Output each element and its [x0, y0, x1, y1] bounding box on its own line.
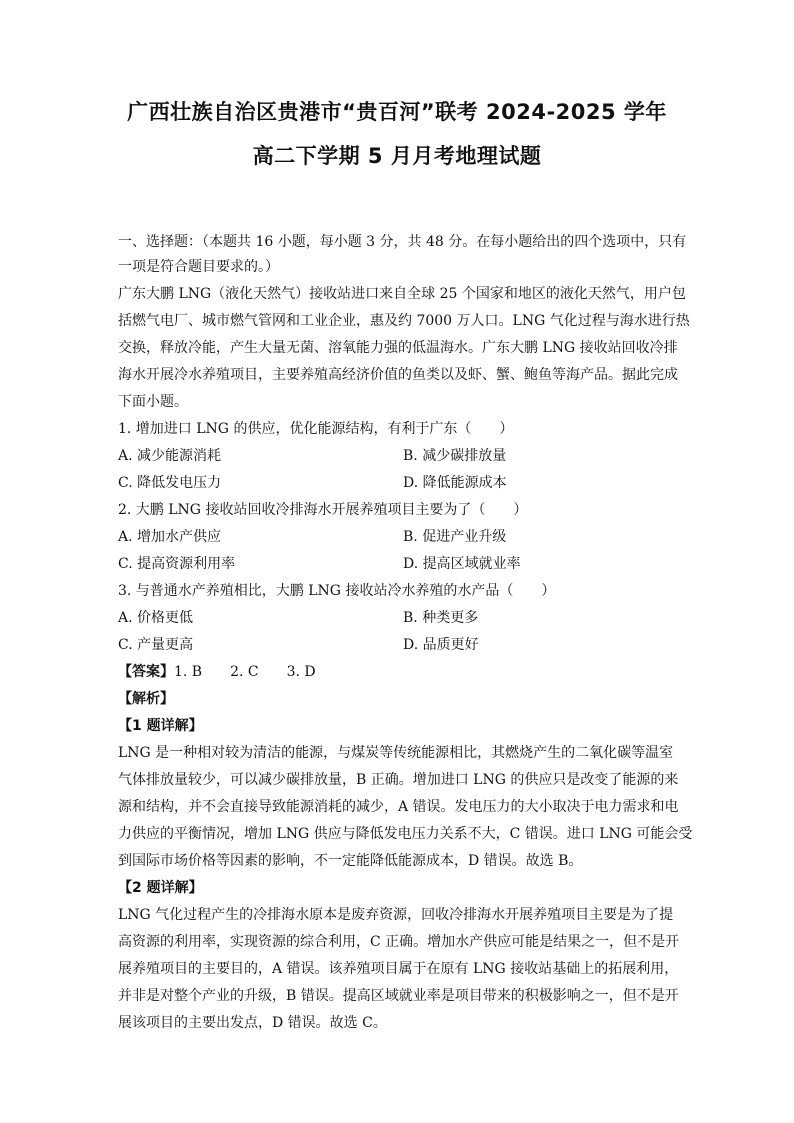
answer-text: 1. B 2. C 3. D [174, 664, 316, 680]
question-2-option-c: C. 提高资源利用率 [118, 556, 236, 572]
question-1-option-b: B. 减少碳排放量 [403, 448, 507, 464]
question-3-option-b: B. 种类更多 [403, 610, 479, 626]
passage-line: 海水开展冷水养殖项目，主要养殖高经济价值的鱼类以及虾、蟹、鲍鱼等海产品。据此完成 [118, 367, 678, 383]
detail-2-line: 展养殖项目的主要目的，A 错误。该养殖项目属于在原有 LNG 接收站基础上的拓展利用， [118, 961, 679, 977]
question-2-option-b: B. 促进产业升级 [403, 529, 507, 545]
question-1-option-d: D. 降低能源成本 [403, 475, 507, 491]
question-3-option-a: A. 价格更低 [118, 610, 194, 626]
question-2-stem: 2. 大鹏 LNG 接收站回收冷排海水开展养殖项目主要为了（ ） [118, 502, 528, 518]
detail-1-label: 【1 题详解】 [118, 718, 203, 734]
question-3-option-c: C. 产量更高 [118, 637, 194, 653]
passage-line: 广东大鹏 LNG（液化天然气）接收站进口来自全球 25 个国家和地区的液化天然气，用户包 [118, 286, 686, 302]
question-3-stem: 3. 与普通水产养殖相比，大鹏 LNG 接收站冷水养殖的水产品（ ） [118, 583, 556, 599]
question-2-option-a: A. 增加水产供应 [118, 529, 222, 545]
passage-line: 括燃气电厂、城市燃气管网和工业企业，惠及约 7000 万人口。LNG 气化过程与海水进行热 [118, 313, 690, 329]
detail-2-line: 并非是对整个产业的升级，B 错误。提高区域就业率是项目带来的积极影响之一，但不是开 [118, 988, 679, 1004]
analysis-label: 【解析】 [118, 691, 174, 707]
section-heading-line-1: 一、选择题：（本题共 16 小题，每小题 3 分，共 48 分。在每小题给出的四个选项中，只有 [118, 234, 687, 250]
question-1-option-a: A. 减少能源消耗 [118, 448, 222, 464]
answer-label: 【答案】 [118, 664, 174, 680]
question-3-option-d: D. 品质更好 [403, 637, 479, 653]
detail-1-line: 力供应的平衡情况，增加 LNG 供应与降低发电压力关系不大，C 错误。进口 LNG 可能会受 [118, 826, 693, 842]
doc-title-line-1: 广西壮族自治区贵港市“贵百河”联考 2024-2025 学年 [127, 100, 667, 124]
answer-line [118, 662, 678, 682]
section-heading-line-2: 一项是符合题目要求的。） [118, 259, 279, 275]
detail-1-line: 源和结构，并不会直接导致能源消耗的减少，A 错误。发电压力的大小取决于电力需求和电 [118, 799, 679, 815]
detail-2-line: LNG 气化过程产生的冷排海水原本是废弃资源，回收冷排海水开展养殖项目主要是为了提 [118, 907, 674, 923]
passage-line: 交换，释放冷能，产生大量无菌、溶氧能力强的低温海水。广东大鹏 LNG 接收站回收冷排 [118, 340, 678, 356]
question-1-option-c: C. 降低发电压力 [118, 475, 222, 491]
detail-1-line: 到国际市场价格等因素的影响，不一定能降低能源成本，D 错误。故选 B。 [118, 853, 583, 869]
detail-1-line: 气体排放量较少，可以减少碳排放量，B 正确。增加进口 LNG 的供应只是改变了能源的来 [118, 772, 679, 788]
detail-1-line: LNG 是一种相对较为清洁的能源，与煤炭等传统能源相比，其燃烧产生的二氧化碳等温室 [118, 745, 674, 761]
passage-line: 下面小题。 [118, 394, 188, 410]
detail-2-line: 展该项目的主要出发点，D 错误。故选 C。 [118, 1015, 387, 1031]
detail-2-line: 高资源的利用率，实现资源的综合利用，C 正确。增加水产供应可能是结果之一，但不是开 [118, 934, 680, 950]
doc-title-line-2: 高二下学期 5 月月考地理试题 [252, 144, 542, 168]
question-1-stem: 1. 增加进口 LNG 的供应，优化能源结构，有利于广东（ ） [118, 421, 514, 437]
detail-2-label: 【2 题详解】 [118, 880, 203, 896]
question-2-option-d: D. 提高区域就业率 [403, 556, 521, 572]
